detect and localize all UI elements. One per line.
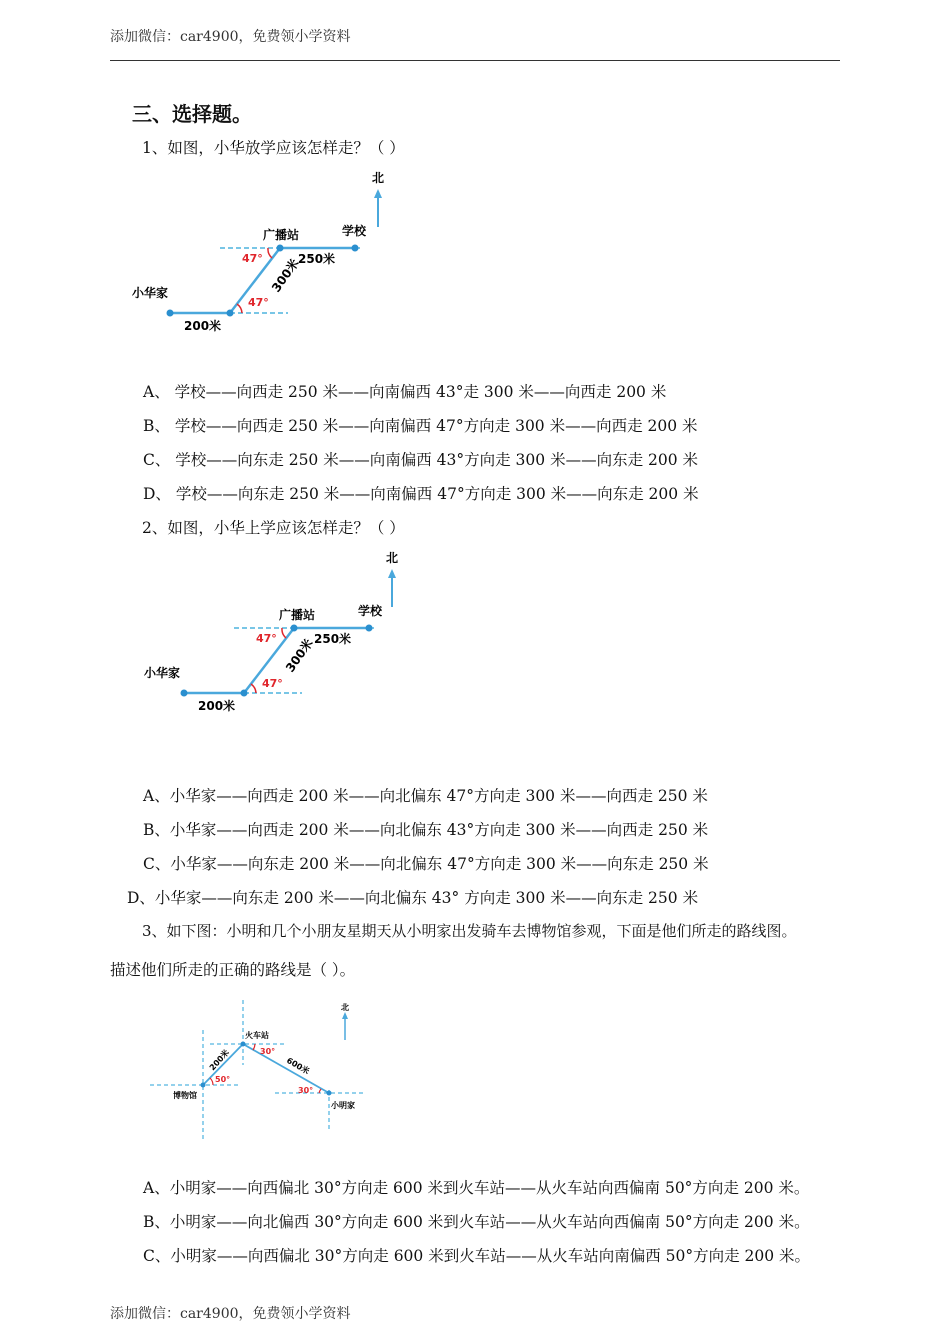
question-3-option-b[interactable]: B、小明家——向北偏西 30°方向走 600 米到火车站——从火车站向西偏南 50°方向走 200 米。 [143, 1213, 810, 1231]
question-1-option-a[interactable]: A、 学校——向西走 250 米——向南偏西 43°走 300 米——向西走 200 米 [143, 383, 667, 401]
museum-label: 博物馆 [173, 1091, 197, 1100]
distance-300-label: 300米 [268, 256, 302, 295]
station-label: 广播站 [279, 608, 316, 622]
section-title: 三、选择题。 [132, 102, 252, 126]
home-label: 小明家 [331, 1101, 355, 1110]
question-3-option-c[interactable]: C、小明家——向西偏北 30°方向走 600 米到火车站——从火车站向南偏西 50°方向走 200 米。 [143, 1247, 811, 1265]
home-point [167, 310, 174, 317]
home-point [327, 1091, 332, 1096]
question-2-option-c[interactable]: C、小华家——向东走 200 米——向北偏东 47°方向走 300 米——向东走 250 米 [143, 855, 709, 873]
station-point [277, 245, 284, 252]
turn-point [241, 690, 248, 697]
angle-arc-top [282, 628, 286, 638]
distance-200-label: 200米 [207, 1047, 232, 1073]
angle-arc-station [253, 1044, 255, 1050]
header-divider [110, 60, 840, 61]
distance-200-label: 200米 [198, 699, 236, 713]
angle-arc-home [319, 1089, 321, 1093]
question-1-stem: 1、如图，小华放学应该怎样走？（ ） [142, 139, 405, 157]
distance-250-label: 250米 [314, 632, 352, 646]
north-arrowhead-icon [374, 189, 382, 198]
question-2-figure [134, 545, 434, 720]
distance-600-label: 600米 [285, 1055, 311, 1077]
page-footer: 添加微信：car4900，免费领小学资料 [110, 1306, 351, 1322]
north-arrowhead-icon [342, 1012, 348, 1019]
school-point [352, 245, 359, 252]
distance-300-label: 300米 [282, 636, 316, 675]
angle-top-label: 47° [256, 632, 277, 645]
north-label: 北 [341, 1003, 349, 1012]
angle-arc-museum [210, 1078, 213, 1085]
angle-50-label: 50° [215, 1075, 231, 1084]
angle-30-bottom-label: 30° [298, 1086, 314, 1095]
page-header: 添加微信：car4900，免费领小学资料 [110, 29, 351, 45]
angle-arc-bottom [251, 684, 256, 693]
question-3-option-a[interactable]: A、小明家——向西偏北 30°方向走 600 米到火车站——从火车站向西偏南 50°方向走 200 米。 [143, 1179, 810, 1197]
question-3-stem-line-2: 描述他们所走的正确的路线是（ ）。 [110, 961, 356, 979]
angle-bottom-label: 47° [262, 677, 283, 690]
question-1-option-b[interactable]: B、 学校——向西走 250 米——向南偏西 47°方向走 300 米——向西走 200 米 [143, 417, 698, 435]
question-1-figure [120, 165, 420, 340]
angle-arc-bottom [237, 304, 242, 313]
angle-top-label: 47° [242, 252, 263, 265]
north-label: 北 [386, 551, 399, 565]
question-3-figure [145, 995, 375, 1145]
question-2-option-b[interactable]: B、小华家——向西走 200 米——向北偏东 43°方向走 300 米——向西走 250 米 [143, 821, 709, 839]
home-label: 小华家 [144, 666, 181, 680]
north-label: 北 [372, 171, 385, 185]
question-2-stem: 2、如图，小华上学应该怎样走？（ ） [142, 519, 405, 537]
question-3-stem-line-1: 3、如下图：小明和几个小朋友星期天从小明家出发骑车去博物馆参观，下面是他们所走的路线图。 [142, 922, 797, 940]
distance-250-label: 250米 [298, 252, 336, 266]
home-label: 小华家 [132, 286, 169, 300]
question-2-option-d[interactable]: D、小华家——向东走 200 米——向北偏东 43° 方向走 300 米——向东走 250 米 [127, 889, 699, 907]
angle-bottom-label: 47° [248, 296, 269, 309]
question-1-option-c[interactable]: C、 学校——向东走 250 米——向南偏西 43°方向走 300 米——向东走 200 米 [143, 451, 699, 469]
angle-arc-top [268, 248, 272, 258]
station-point [291, 625, 298, 632]
question-1-option-d[interactable]: D、 学校——向东走 250 米——向南偏西 47°方向走 300 米——向东走 200 米 [143, 485, 699, 503]
station-point [241, 1042, 246, 1047]
museum-point [201, 1083, 206, 1088]
angle-30-top-label: 30° [260, 1047, 276, 1056]
school-label: 学校 [342, 224, 367, 238]
home-point [181, 690, 188, 697]
question-2-option-a[interactable]: A、小华家——向西走 200 米——向北偏东 47°方向走 300 米——向西走 250 米 [143, 787, 708, 805]
route-600 [243, 1044, 329, 1093]
north-arrowhead-icon [388, 569, 396, 578]
station-label: 火车站 [245, 1031, 269, 1040]
station-label: 广播站 [263, 228, 300, 242]
distance-200-label: 200米 [184, 319, 222, 333]
school-point [366, 625, 373, 632]
turn-point [227, 310, 234, 317]
school-label: 学校 [358, 604, 383, 618]
